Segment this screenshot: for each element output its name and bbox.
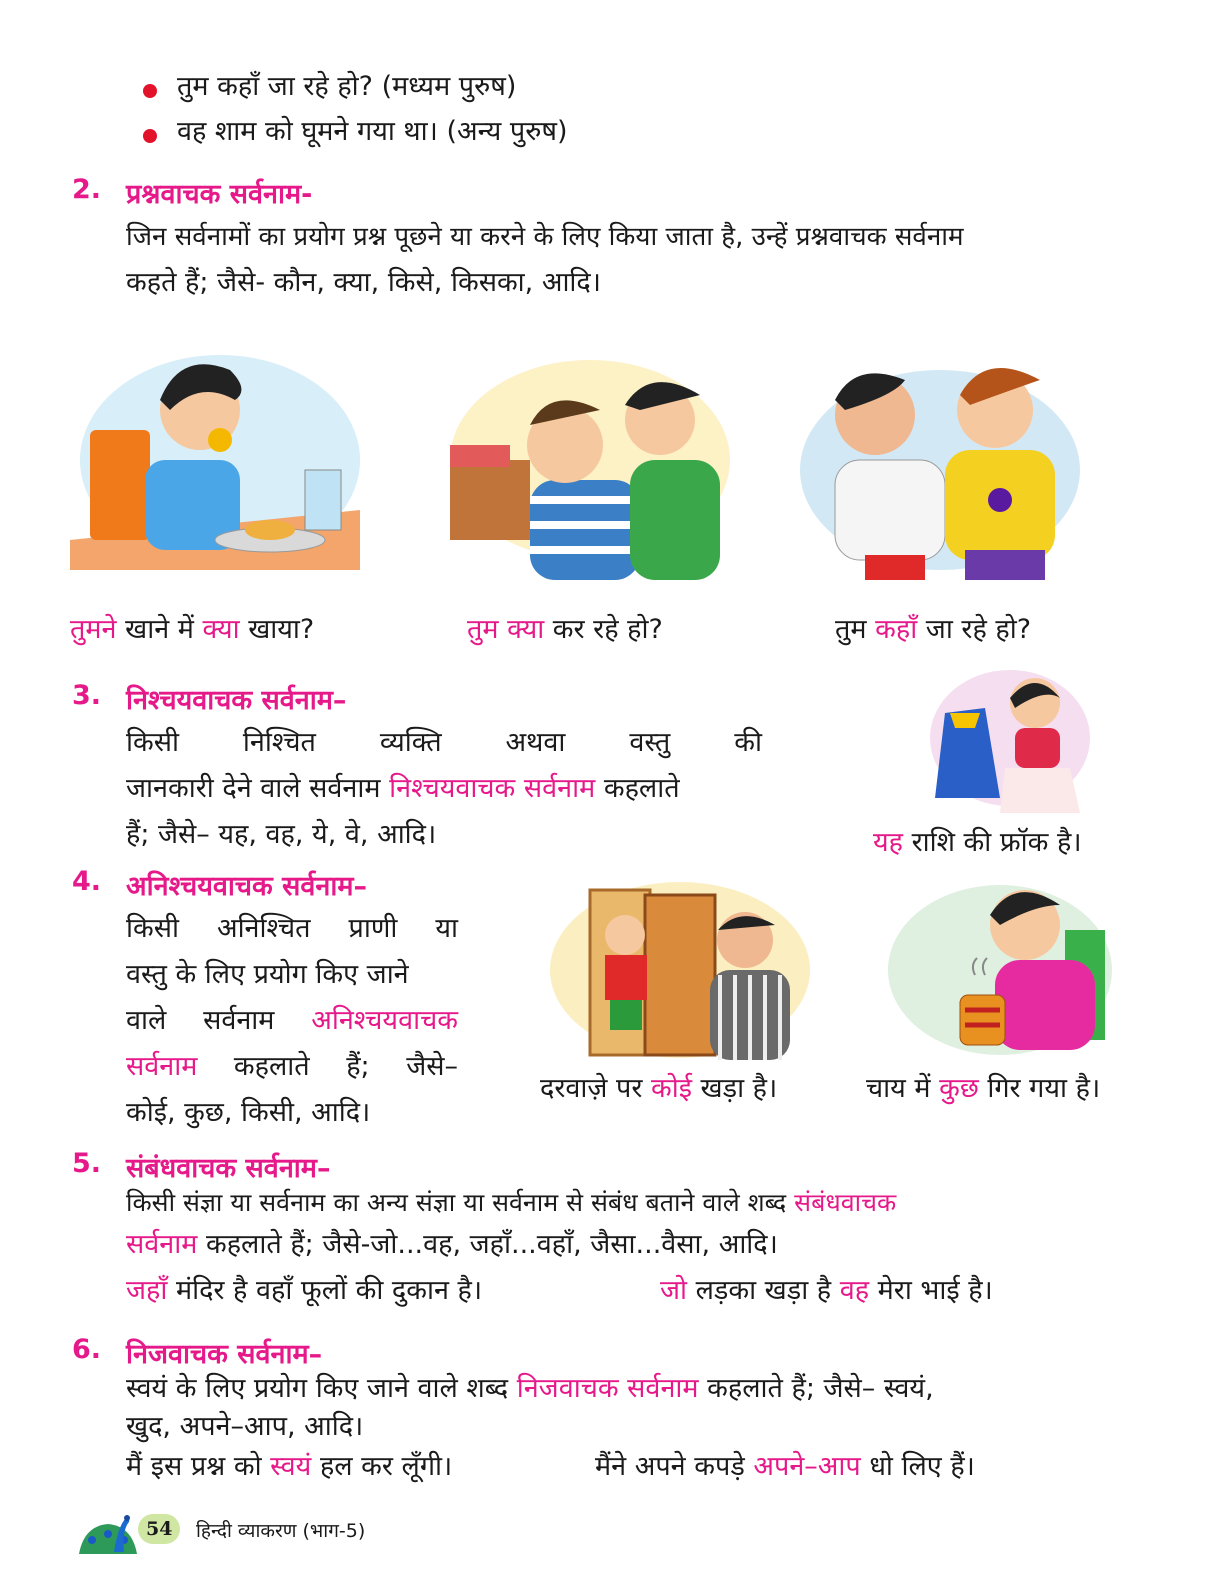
page-number: 54 bbox=[146, 1518, 173, 1540]
body-text: जानकारी देने वाले सर्वनाम निश्चयवाचक सर्वनाम कहलाते bbox=[126, 773, 680, 804]
section-number: 2. bbox=[72, 174, 102, 205]
caption-highlight: यह bbox=[873, 827, 903, 858]
section-number: 6. bbox=[72, 1334, 102, 1365]
body-text: वस्तु के लिए प्रयोग किए जाने bbox=[126, 959, 409, 990]
bullet-text-2: वह शाम को घूमने गया था। (अन्य पुरुष) bbox=[177, 116, 568, 147]
caption-highlight: कोई bbox=[650, 1073, 692, 1104]
illustration-two-boys bbox=[440, 350, 730, 580]
section-number: 4. bbox=[72, 866, 102, 897]
caption-door: दरवाज़े पर कोई खड़ा है। bbox=[540, 1073, 778, 1104]
caption-eating: तुमने खाने में क्या खाया? bbox=[70, 614, 315, 645]
illustration-girl-frock bbox=[925, 668, 1090, 818]
caption-frock: यह राशि की फ्रॉक है। bbox=[873, 827, 1082, 858]
example-sentence: जहाँ मंदिर है वहाँ फूलों की दुकान है। bbox=[126, 1275, 483, 1306]
body-text: हैं; जैसे– यह, वह, ये, वे, आदि। bbox=[126, 819, 437, 850]
body-text: किसी संज्ञा या सर्वनाम का अन्य संज्ञा या सर्वनाम से संबंध बताने वाले शब्द संबंधवाचक bbox=[126, 1188, 897, 1217]
example-sentence: मैंने अपने कपड़े अपने–आप धो लिए हैं। bbox=[595, 1451, 975, 1482]
illustration-door bbox=[540, 880, 810, 1060]
bullet-dot bbox=[143, 129, 157, 143]
caption-highlight: तुमने bbox=[70, 614, 117, 645]
section-title: संबंधवाचक सर्वनाम– bbox=[126, 1153, 331, 1184]
body-text: सर्वनाम कहलाते हैं; जैसे-जो...वह, जहाँ...वहाँ, जैसा...वैसा, आदि। bbox=[126, 1229, 778, 1260]
section-title: प्रश्नवाचक सर्वनाम- bbox=[126, 179, 313, 210]
body-text-justified: किसी निश्चित व्यक्ति अथवा वस्तु की bbox=[126, 727, 762, 758]
caption-two-boys: तुम क्या कर रहे हो? bbox=[467, 614, 663, 645]
illustration-boys-walking bbox=[795, 340, 1085, 580]
section-title: अनिश्चयवाचक सर्वनाम– bbox=[126, 871, 368, 902]
illustration-boy-eating bbox=[70, 340, 360, 570]
peacock-icon bbox=[74, 1506, 142, 1558]
caption-tea: चाय में कुछ गिर गया है। bbox=[866, 1073, 1101, 1104]
caption-highlight: तुम क्या bbox=[467, 614, 545, 645]
body-text: कहते हैं; जैसे- कौन, क्या, किसे, किसका, आदि। bbox=[126, 267, 601, 298]
illustration-tea bbox=[885, 880, 1115, 1060]
body-text-justified: सर्वनाम कहलाते हैं; जैसे– bbox=[126, 1051, 458, 1082]
body-text: जिन सर्वनामों का प्रयोग प्रश्न पूछने या करने के लिए किया जाता है, उन्हें प्रश्नवाचक सर्वनाम bbox=[126, 222, 964, 252]
caption-walking: तुम कहाँ जा रहे हो? bbox=[835, 614, 1032, 645]
bullet-text-1: तुम कहाँ जा रहे हो? (मध्यम पुरुष) bbox=[177, 71, 517, 102]
example-sentence: मैं इस प्रश्न को स्वयं हल कर लूँगी। bbox=[126, 1451, 453, 1482]
body-text-justified: वाले सर्वनाम अनिश्चयवाचक bbox=[126, 1005, 458, 1036]
bullet-dot bbox=[143, 84, 157, 98]
body-text: खुद, अपने–आप, आदि। bbox=[126, 1411, 364, 1442]
body-text-justified: किसी अनिश्चित प्राणी या bbox=[126, 913, 458, 944]
section-number: 5. bbox=[72, 1148, 102, 1179]
section-number: 3. bbox=[72, 680, 102, 711]
section-title: निश्चयवाचक सर्वनाम– bbox=[126, 685, 347, 716]
body-text: स्वयं के लिए प्रयोग किए जाने वाले शब्द निजवाचक सर्वनाम कहलाते हैं; जैसे– स्वयं, bbox=[126, 1373, 934, 1404]
book-title: हिन्दी व्याकरण (भाग-5) bbox=[196, 1520, 366, 1542]
section-title: निजवाचक सर्वनाम– bbox=[126, 1339, 323, 1370]
example-sentence: जो लड़का खड़ा है वह मेरा भाई है। bbox=[660, 1275, 993, 1306]
caption-highlight: कुछ bbox=[939, 1073, 979, 1104]
body-text: कोई, कुछ, किसी, आदि। bbox=[126, 1097, 371, 1128]
